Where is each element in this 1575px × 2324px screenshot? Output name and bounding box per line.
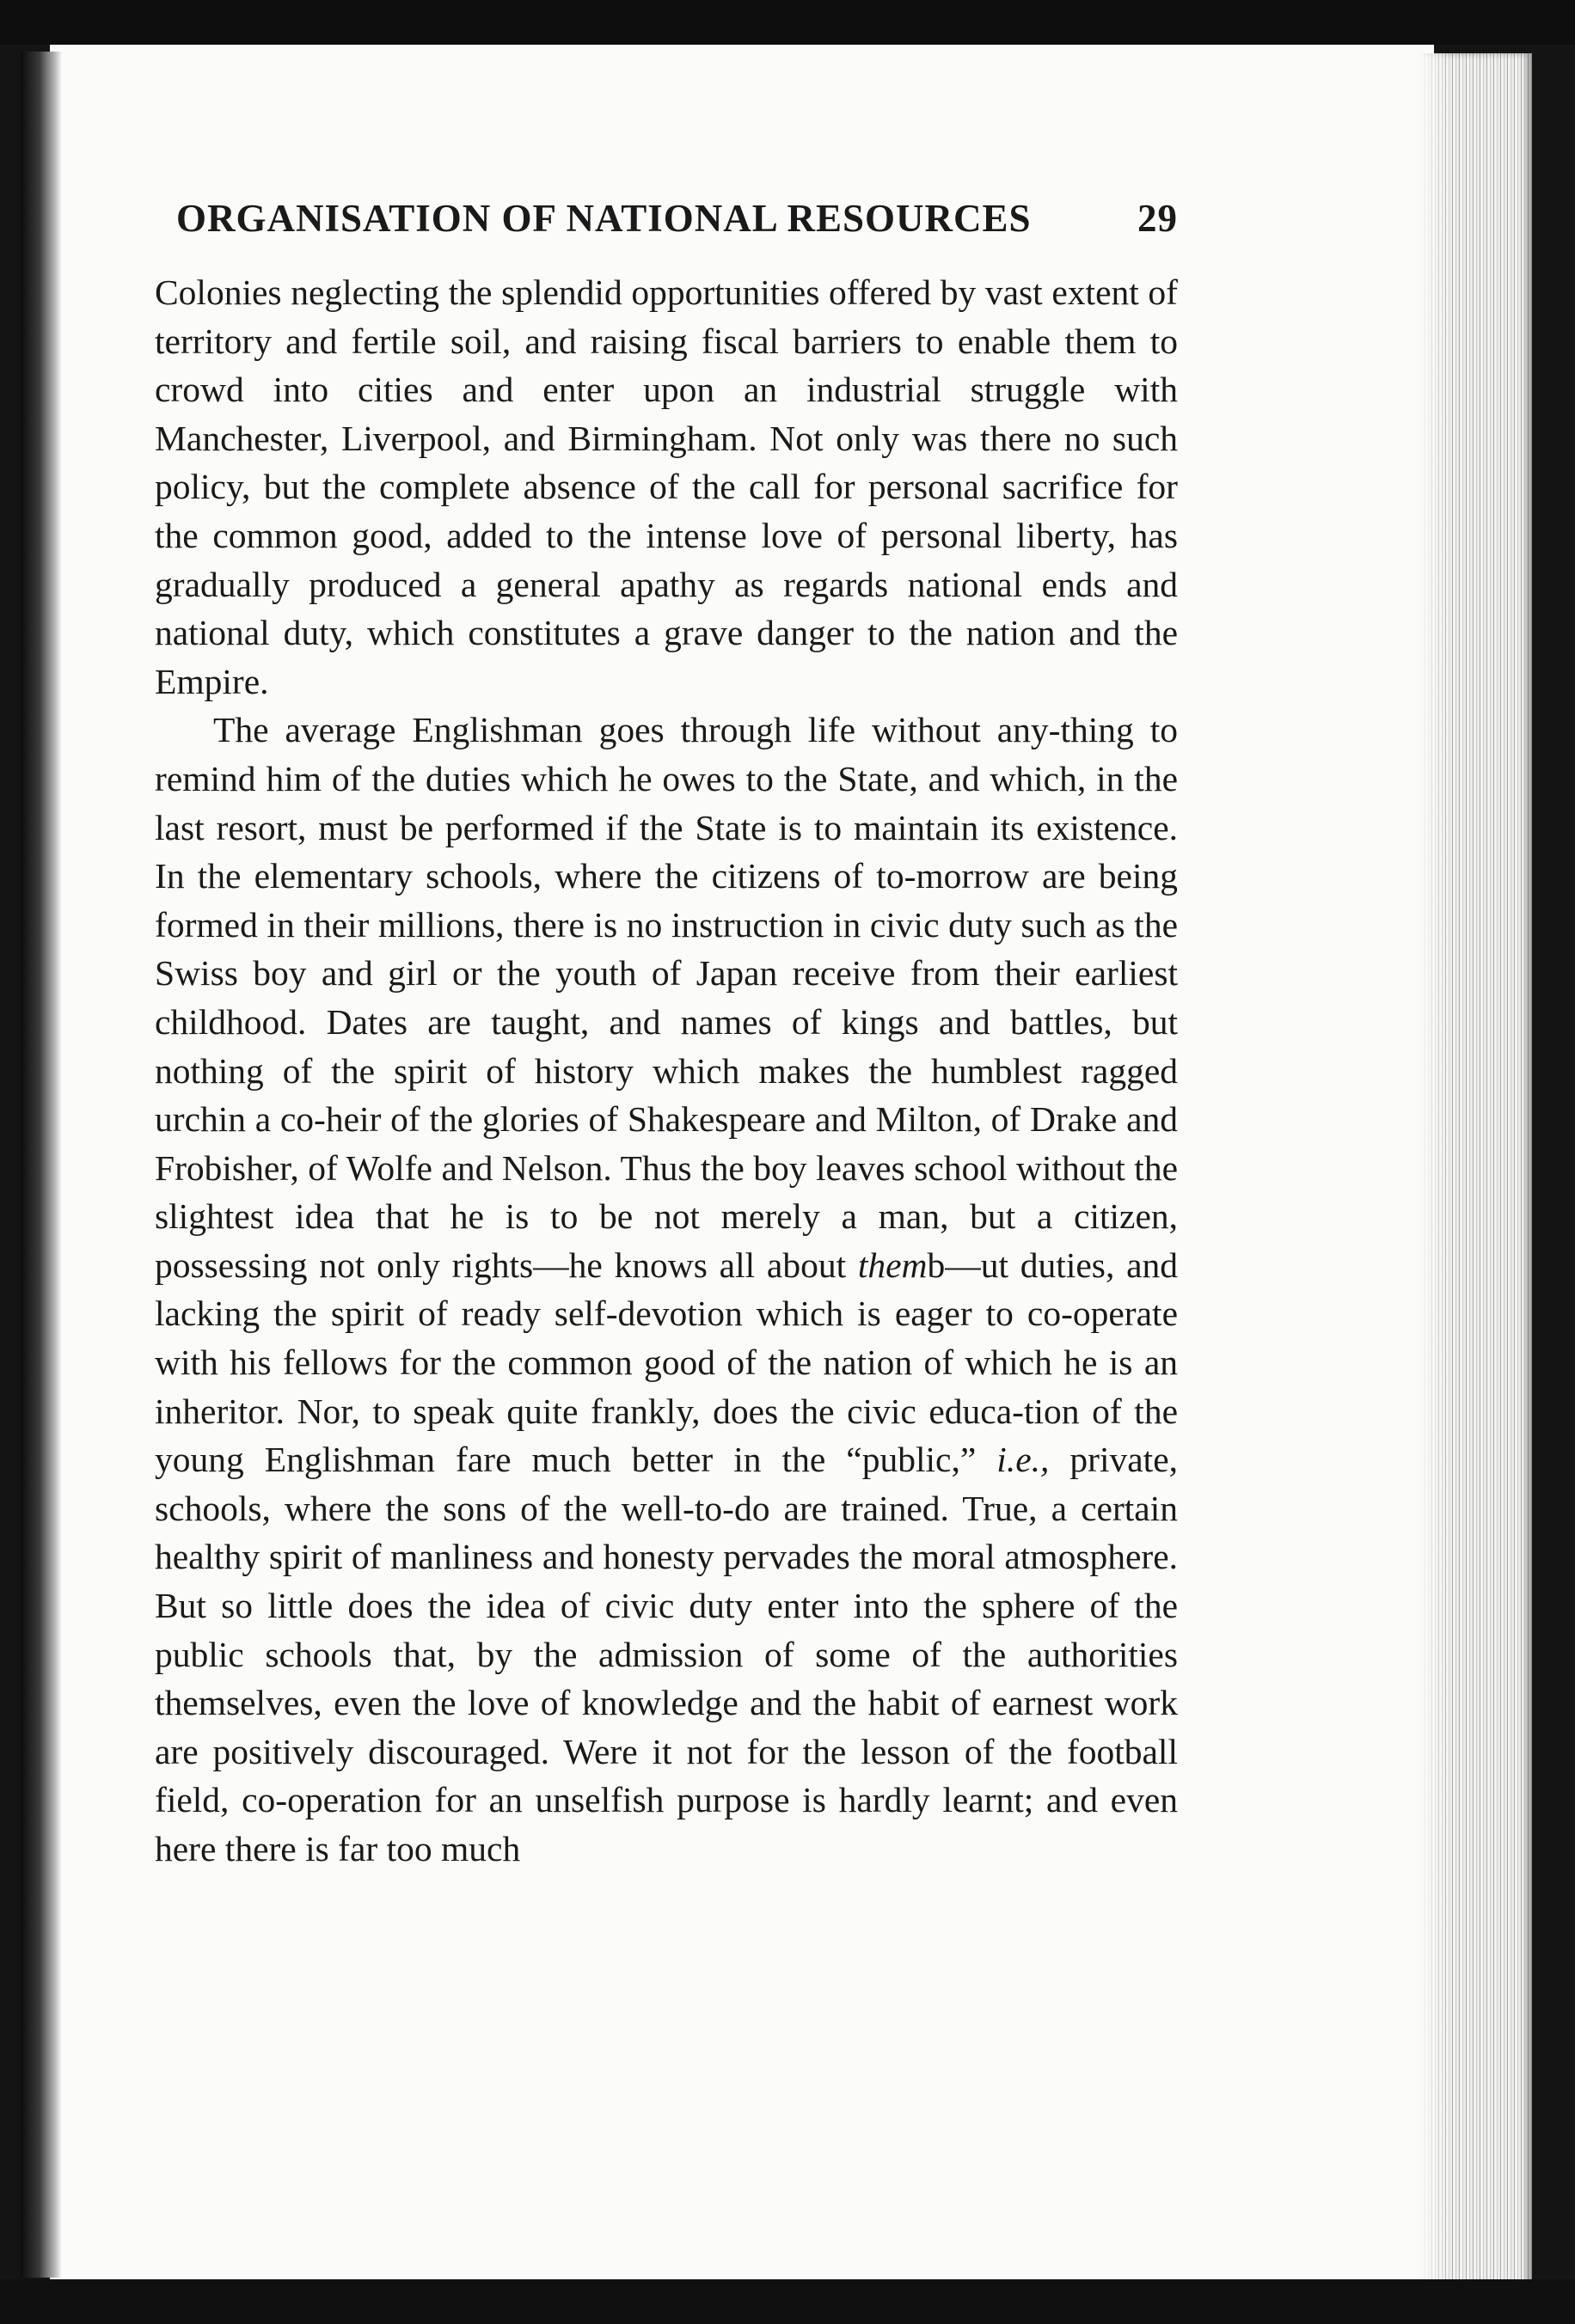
italic-ie: i.e., [996, 1440, 1050, 1480]
running-head-title: ORGANISATION OF NATIONAL RESOURCES [176, 197, 1032, 240]
italic-them: them [857, 1245, 928, 1285]
paragraph-2-text-a: The average Englishman goes through life without any-thing to remind him of the duties which he owes to the State, and which, in the last resort, must be performed if the State is to maintain its existence. In the elementary schools, where the citizens of to-morrow are being formed in their millions, there is no instruction in civic duty such as the Swiss boy and girl or the youth of Japan receive from their earliest childhood. Dates are taught, and names of kings and battles, but nothing of the spirit of history which makes the humblest ragged urchin a co-heir of the glories of Shakespeare and Milton, of Drake and Frobisher, of Wolfe and Nelson. Thus the boy leaves school without the slightest idea that he is to be not merely a man, but a citizen, possessing not only rights—he knows all about [155, 710, 1178, 1285]
paragraph-1-text: Colonies neglecting the splendid opportunities offered by vast extent of territory and fertile soil, and raising fiscal barriers to enable them to crowd into cities and enter upon an industrial struggle with Manchester, Liverpool, and Birmingham. Not only was there no such policy, but the complete absence of the call for personal sacrifice for the common good, added to the intense love of personal liberty, has gradually produced a general apathy as regards national ends and national duty, which constitutes a grave danger to the nation and the Empire. [155, 272, 1178, 701]
spine-shadow [21, 52, 62, 2278]
page-edges-fade [1419, 53, 1453, 2288]
paragraph-2 [155, 706, 1178, 1873]
body-text [155, 268, 1178, 1874]
paragraph-2-text-c: private, schools, where the sons of the well-to-do are trained. True, a certain healthy spirit of manliness and honesty pervades the moral atmosphere. But so little does the idea of civic duty enter into the sphere of the public schools that, by the admission of some of the authorities themselves, even the love of knowledge and the habit of earnest work are positively discouraged. Were it not for the lesson of the football field, co-operation for an unselfish purpose is hardly learnt; and even here there is far too much [155, 1440, 1179, 1868]
scan-border-bottom [0, 2279, 1575, 2324]
paragraph-1 [155, 268, 1178, 706]
scan-border-top [0, 0, 1575, 45]
page-number: 29 [1137, 197, 1178, 240]
paragraph-2-text-b: b—ut duties, and lacking the spirit of ready self-devotion which is eager to co-operate with his fellows for the common good of the nation of which he is an inheritor. Nor, to speak quite frankly, does the civic educa-tion of the young Englishman fare much better in the “public,” [155, 1245, 1178, 1480]
